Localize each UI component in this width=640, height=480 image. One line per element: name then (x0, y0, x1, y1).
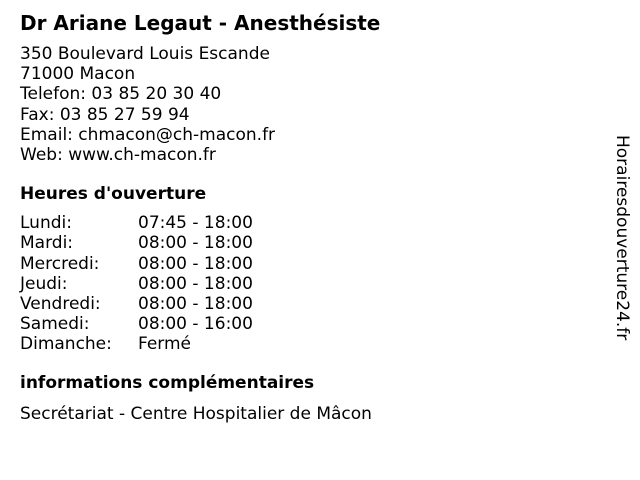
hours-table (20, 213, 580, 354)
address-street: 350 Boulevard Louis Escande (20, 44, 270, 64)
hours-row-monday (20, 213, 580, 233)
hours-day: Vendredi: (20, 294, 101, 315)
site-brand-label: Horairesdouverture24.fr (612, 135, 632, 341)
hours-row-saturday (20, 314, 580, 334)
address-city: 71000 Macon (20, 64, 136, 85)
website: Web: www.ch-macon.fr (20, 145, 216, 166)
hours-row-wednesday (20, 254, 580, 274)
hours-day: Jeudi: (20, 273, 68, 294)
page-title: Dr Ariane Legaut - Anesthésiste (20, 11, 381, 35)
hours-day: Lundi: (20, 213, 72, 234)
hours-row-thursday (20, 274, 580, 294)
fax-number: Fax: 03 85 27 59 94 (20, 104, 190, 125)
hours-row-friday (20, 294, 580, 314)
info-heading: informations complémentaires (20, 372, 315, 393)
hours-day: Mardi: (20, 233, 74, 254)
listing-card (20, 10, 580, 424)
hours-time: 08:00 - 16:00 (138, 314, 253, 335)
hours-day: Samedi: (20, 314, 90, 335)
hours-row-sunday (20, 334, 580, 354)
hours-time: 08:00 - 18:00 (138, 253, 253, 274)
info-text: Secrétariat - Centre Hospitalier de Mâcon (20, 403, 372, 424)
email-address: Email: chmacon@ch-macon.fr (20, 124, 276, 145)
hours-heading: Heures d'ouverture (20, 184, 207, 205)
hours-time: 08:00 - 18:00 (138, 294, 253, 315)
hours-time: Fermé (138, 334, 192, 355)
hours-time: 08:00 - 18:00 (138, 273, 253, 294)
hours-time: 08:00 - 18:00 (138, 233, 253, 254)
contact-block (20, 44, 580, 165)
hours-time: 07:45 - 18:00 (138, 213, 253, 234)
hours-row-tuesday (20, 233, 580, 253)
phone-number: Telefon: 03 85 20 30 40 (20, 84, 222, 105)
hours-day: Mercredi: (20, 253, 100, 274)
hours-day: Dimanche: (20, 334, 112, 355)
